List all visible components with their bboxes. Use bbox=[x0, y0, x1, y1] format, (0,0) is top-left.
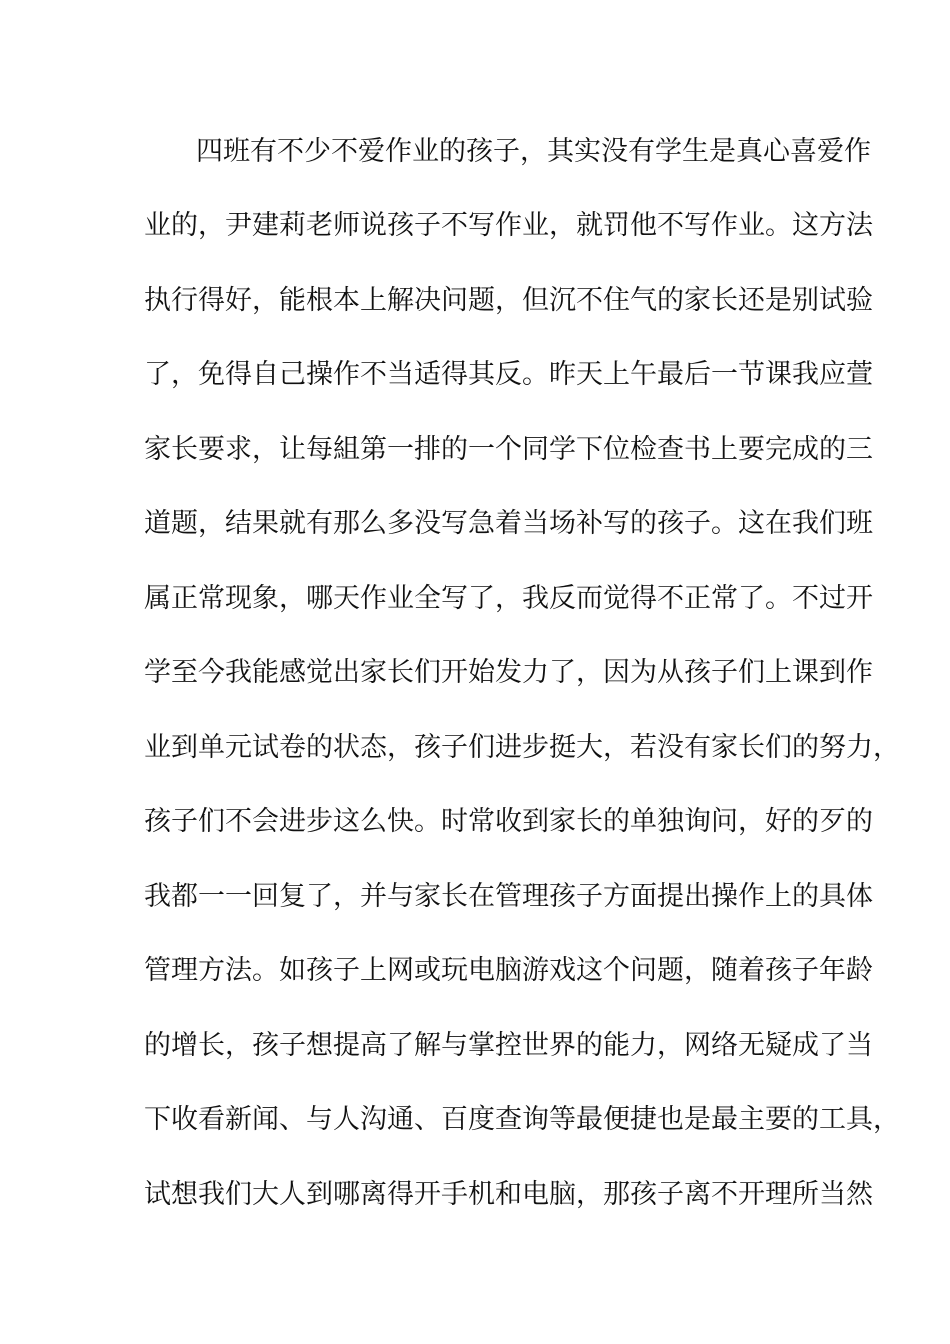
text-line: 业的，尹建莉老师说孩子不写作业，就罚他不写作业。这方法 bbox=[144, 210, 873, 241]
text-line: 我都一一回复了，并与家长在管理孩子方面提出操作上的具体 bbox=[144, 881, 873, 912]
text-line: 属正常现象，哪天作业全写了，我反而觉得不正常了。不过开 bbox=[144, 583, 873, 614]
text-line: 试想我们大人到哪离得开手机和电脑，那孩子离不开理所当然 bbox=[144, 1179, 873, 1210]
text-line: 管理方法。如孩子上网或玩电脑游戏这个问题，随着孩子年龄 bbox=[144, 955, 873, 986]
text-line: 家长要求，让每組第一排的一个同学下位检查书上要完成的三 bbox=[144, 434, 873, 465]
text-line: 四班有不少不爱作业的孩子，其实没有学生是真心喜爱作 bbox=[196, 136, 871, 167]
text-line: 的增长，孩子想提高了解与掌控世界的能力，网络无疑成了当 bbox=[144, 1030, 873, 1061]
text-line: 道题，结果就有那么多没写急着当场补写的孩子。这在我们班 bbox=[144, 508, 873, 539]
text-line: 下收看新闻、与人沟通、百度查询等最便捷也是最主要的工具， bbox=[144, 1104, 900, 1135]
text-line: 学至今我能感觉出家长们开始发力了，因为从孩子们上课到作 bbox=[144, 657, 873, 688]
text-line: 执行得好，能根本上解决问题，但沉不住气的家长还是别试验 bbox=[144, 285, 873, 316]
text-line: 孩子们不会进步这么快。时常收到家长的单独询问，好的歹的 bbox=[144, 806, 873, 837]
text-line: 业到单元试卷的状态，孩子们进步挺大，若没有家长们的努力， bbox=[144, 732, 900, 763]
text-line: 了，免得自己操作不当适得其反。昨天上午最后一节课我应萱 bbox=[144, 359, 873, 390]
